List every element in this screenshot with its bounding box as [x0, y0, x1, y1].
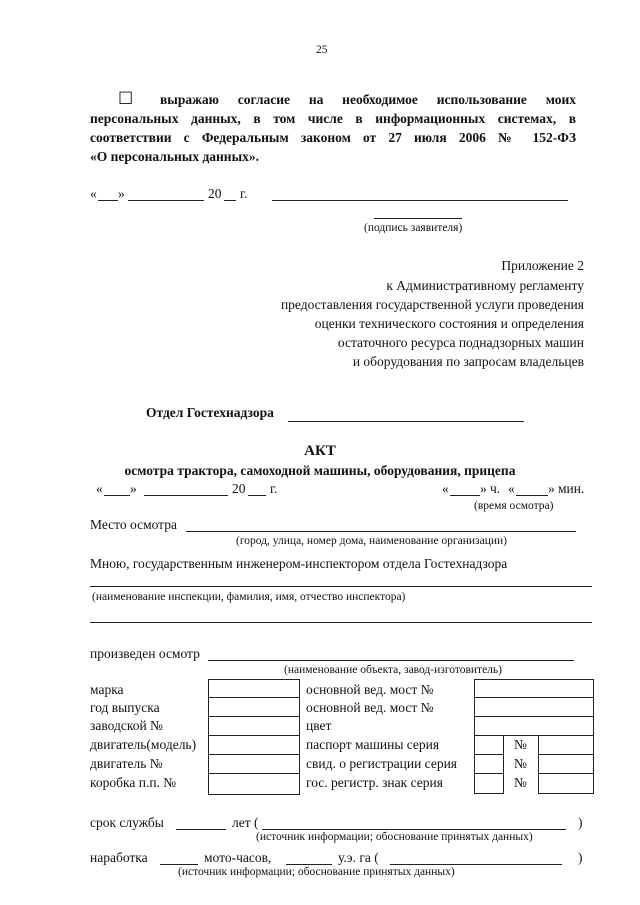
left-field-divider: [208, 773, 299, 774]
place-label: Место осмотра: [90, 517, 177, 532]
inspector-text: Мною, государственным инженером-инспектором отдела Гостехнадзора: [90, 556, 508, 571]
signature-short-line: [374, 218, 462, 219]
date-year-prefix: 20: [208, 186, 222, 201]
date-year-suffix: г.: [240, 186, 248, 201]
consent-checkbox[interactable]: ☐: [118, 89, 134, 108]
inspection-field[interactable]: [208, 660, 574, 661]
number-sign: №: [514, 775, 527, 790]
act-date-year-prefix: 20: [232, 481, 246, 496]
service-life-close: ): [578, 815, 583, 830]
act-subtitle: осмотра трактора, самоходной машины, оборудования, прицепа: [124, 463, 516, 478]
left-field-divider: [208, 735, 299, 736]
act-date-day-field[interactable]: [104, 495, 130, 496]
time-minutes-field[interactable]: [516, 495, 548, 496]
service-life-years-field[interactable]: [176, 829, 226, 830]
service-life-source-field[interactable]: [262, 829, 566, 830]
act-date-year-suffix: г.: [270, 481, 278, 496]
time-hours-open-quote: «: [442, 481, 449, 496]
operating-time-close: ): [578, 850, 583, 865]
inspection-caption: (наименование объекта, завод-изготовитель): [284, 664, 502, 676]
left-field-divider: [208, 716, 299, 717]
right-fields-box: [474, 679, 594, 736]
place-caption: (город, улица, номер дома, наименование организации): [236, 535, 507, 547]
field-label-serial: заводской №: [90, 718, 163, 733]
field-label-engine-model: двигатель(модель): [90, 737, 197, 752]
number-divider: [538, 754, 593, 755]
date-year-field[interactable]: [224, 200, 236, 201]
appendix-line: предоставления государственной услуги проведения: [280, 297, 584, 312]
appendix-title: Приложение 2: [501, 258, 584, 273]
ue-ha-label: у.э. га (: [338, 850, 379, 865]
signature-caption: (подпись заявителя): [364, 222, 463, 234]
time-hours-field[interactable]: [450, 495, 480, 496]
department-label: Отдел Гостехнадзора: [146, 405, 274, 420]
appendix-line: оценки технического состояния и определения: [314, 316, 584, 331]
operating-time-source-field[interactable]: [390, 864, 562, 865]
act-date-open-quote: «: [96, 481, 103, 496]
number-box: [538, 735, 594, 794]
department-field[interactable]: [288, 421, 524, 422]
left-field-divider: [208, 754, 299, 755]
right-field-divider: [474, 697, 593, 698]
ue-ha-field[interactable]: [286, 864, 332, 865]
service-life-years-label: лет (: [232, 815, 259, 830]
date-day-field[interactable]: [98, 200, 118, 201]
right-field-divider: [474, 716, 593, 717]
moto-hours-label: мото-часов,: [204, 850, 272, 865]
moto-hours-field[interactable]: [160, 864, 198, 865]
place-field[interactable]: [186, 531, 576, 532]
left-field-divider: [208, 697, 299, 698]
field-label-passport: паспорт машины серия: [306, 737, 440, 752]
inspector-field[interactable]: [90, 586, 592, 587]
operating-time-caption: (источник информации; обоснование принятых данных): [178, 866, 455, 878]
page-number: 25: [316, 44, 328, 56]
act-date-year-field[interactable]: [248, 495, 266, 496]
act-title: АКТ: [304, 443, 336, 459]
field-label-drive-axle-2: основной вед. мост №: [306, 700, 434, 715]
appendix-line: к Административному регламенту: [386, 278, 584, 293]
inspector-caption: (наименование инспекции, фамилия, имя, отчество инспектора): [92, 591, 406, 603]
number-divider: [538, 773, 593, 774]
inspection-label: произведен осмотр: [90, 646, 200, 661]
time-minutes-close-quote: »: [548, 481, 555, 496]
act-date-month-field[interactable]: [144, 495, 228, 496]
time-minutes-open-quote: «: [508, 481, 515, 496]
time-hours-close-quote: »: [480, 481, 487, 496]
signature-line[interactable]: [272, 200, 568, 201]
series-divider: [474, 773, 503, 774]
consent-line-2: персональных данных, в том числе в информационных системах, в: [90, 111, 576, 126]
act-date-close-quote: »: [130, 481, 137, 496]
appendix-line: и оборудования по запросам владельцев: [352, 354, 584, 369]
inspector-field-2[interactable]: [90, 622, 592, 623]
date-open-quote: «: [90, 186, 97, 201]
time-minutes-label: мин.: [558, 481, 585, 496]
series-box: [474, 735, 504, 794]
consent-line-4: «О персональных данных».: [90, 149, 260, 164]
time-caption: (время осмотра): [474, 500, 554, 512]
number-sign: №: [514, 756, 527, 771]
consent-line-1: выражаю согласие на необходимое использование моих: [160, 92, 576, 107]
series-divider: [474, 754, 503, 755]
date-month-field[interactable]: [128, 200, 204, 201]
field-label-color: цвет: [306, 718, 332, 733]
field-label-brand: марка: [90, 682, 124, 697]
field-label-registration: свид. о регистрации серия: [306, 756, 458, 771]
time-hours-label: ч.: [490, 481, 501, 496]
operating-time-label: наработка: [90, 850, 148, 865]
appendix-line: остаточного ресурса поднадзорных машин: [337, 335, 584, 350]
number-sign: №: [514, 737, 527, 752]
service-life-caption: (источник информации; обоснование принятых данных): [256, 831, 533, 843]
consent-line-3: соответствии с Федеральным законом от 27 июля 2006 № 152-ФЗ: [90, 130, 576, 145]
field-label-drive-axle: основной вед. мост №: [306, 682, 434, 697]
service-life-label: срок службы: [90, 815, 164, 830]
date-close-quote: »: [118, 186, 125, 201]
field-label-year: год выпуска: [90, 700, 160, 715]
field-label-engine-number: двигатель №: [90, 756, 163, 771]
field-label-gearbox: коробка п.п. №: [90, 775, 177, 790]
field-label-plate: гос. регистр. знак серия: [306, 775, 443, 790]
